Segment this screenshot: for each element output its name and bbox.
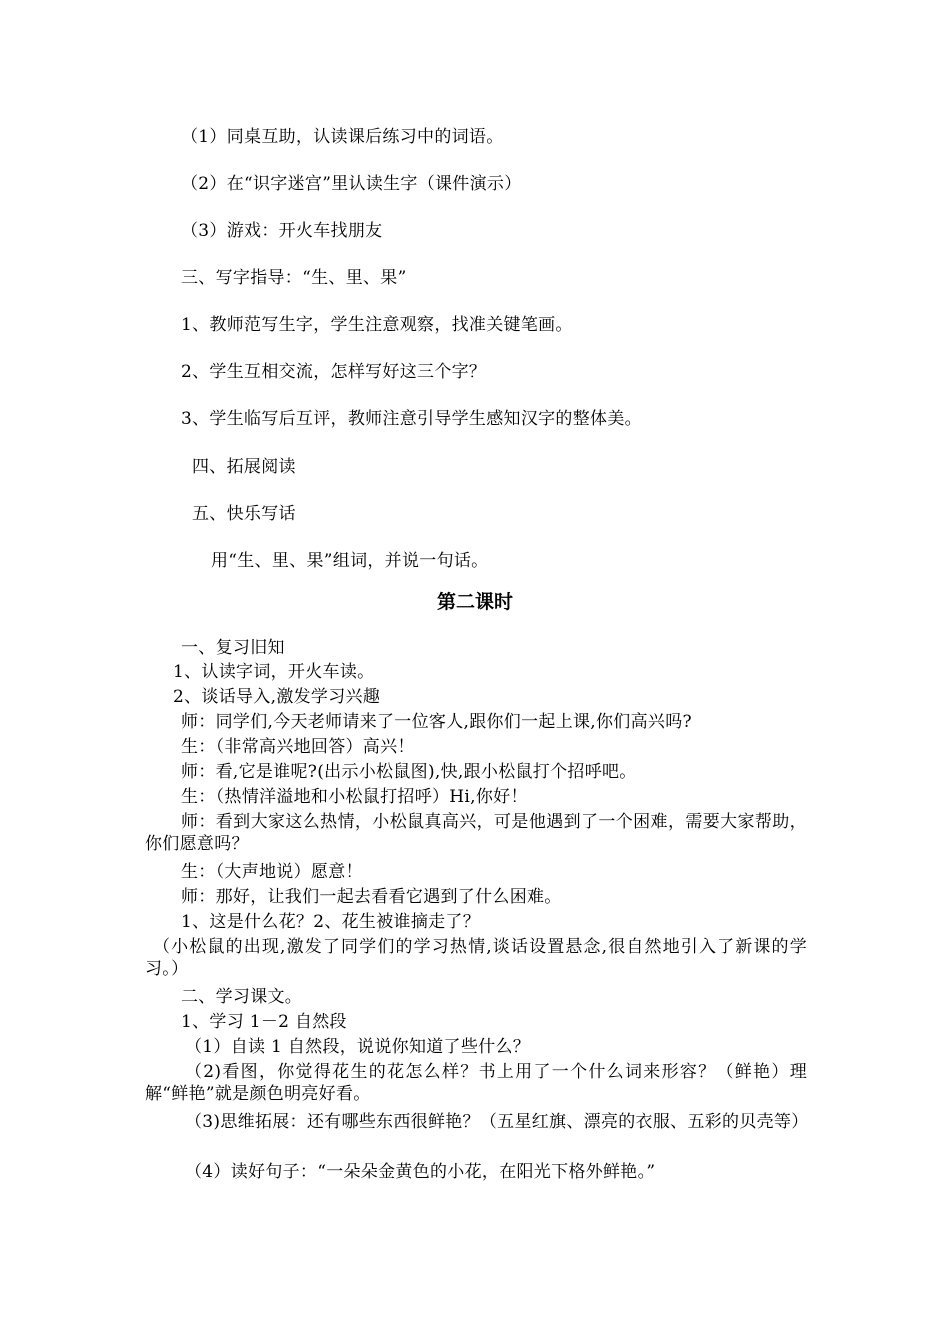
question-line: 1、这是什么花？2、花生被谁摘走了？ — [181, 912, 481, 932]
text-line: （3）游戏：开火车找朋友 — [181, 221, 383, 241]
text-line: （1）自读 1 自然段，说说你知道了些什么？ — [185, 1037, 531, 1057]
text-line: 3、学生临写后互评，教师注意引导学生感知汉字的整体美。 — [181, 409, 642, 429]
text-line: 1、认读字词，开火车读。 — [173, 662, 375, 682]
dialog-line: 生：（非常高兴地回答）高兴！ — [181, 737, 415, 757]
dialog-line: 生：（大声地说）愿意！ — [181, 862, 363, 882]
dialog-line: 师：同学们,今天老师请来了一位客人,跟你们一起上课,你们高兴吗? — [181, 712, 692, 732]
section-heading: 二、学习课文。 — [181, 987, 303, 1007]
dialog-line: 师：那好，让我们一起去看看它遇到了什么困难。 — [181, 887, 562, 907]
section-heading: 三、写字指导：“生、里、果” — [181, 268, 407, 288]
text-line: （4）读好句子：“一朵朵金黄色的小花，在阳光下格外鲜艳。” — [185, 1162, 656, 1182]
text-paragraph: （2)看图，你觉得花生的花怎么样？书上用了一个什么词来形容？（鲜艳）理解“鲜艳”就是颜色明亮好看。 — [145, 1062, 807, 1104]
text-line: 2、谈话导入,激发学习兴趣 — [173, 687, 381, 707]
dialog-line: 生：（热情洋溢地和小松鼠打招呼）Hi,你好！ — [181, 787, 528, 807]
text-line: 用“生、里、果”组词，并说一句话。 — [211, 551, 489, 571]
comment-paragraph: （小松鼠的出现,激发了同学们的学习热情,谈话设置悬念,很自然地引入了新课的学习。） — [145, 937, 807, 979]
text-paragraph: （3)思维拓展：还有哪些东西很鲜艳？（五星红旗、漂亮的衣服、五彩的贝壳等） — [185, 1112, 809, 1132]
text-line: 1、学习 1－2 自然段 — [181, 1012, 347, 1032]
section-heading: 四、拓展阅读 — [192, 457, 296, 477]
section-heading: 五、快乐写话 — [192, 504, 296, 524]
lesson-title: 第二课时 — [436, 591, 513, 613]
text-line: 1、教师范写生字，学生注意观察，找准关键笔画。 — [181, 315, 573, 335]
text-line: 2、学生互相交流，怎样写好这三个字？ — [181, 362, 487, 382]
dialog-line: 师：看,它是谁呢?(出示小松鼠图),快,跟小松鼠打个招呼吧。 — [181, 762, 637, 782]
section-heading: 一、复习旧知 — [181, 638, 285, 658]
text-line: （2）在“识字迷宫”里认读生字（课件演示） — [181, 174, 522, 194]
dialog-paragraph: 师：看到大家这么热情，小松鼠真高兴，可是他遇到了一个困难，需要大家帮助，你们愿意吗？ — [145, 812, 807, 854]
text-line: （1）同桌互助，认读课后练习中的词语。 — [181, 127, 504, 147]
